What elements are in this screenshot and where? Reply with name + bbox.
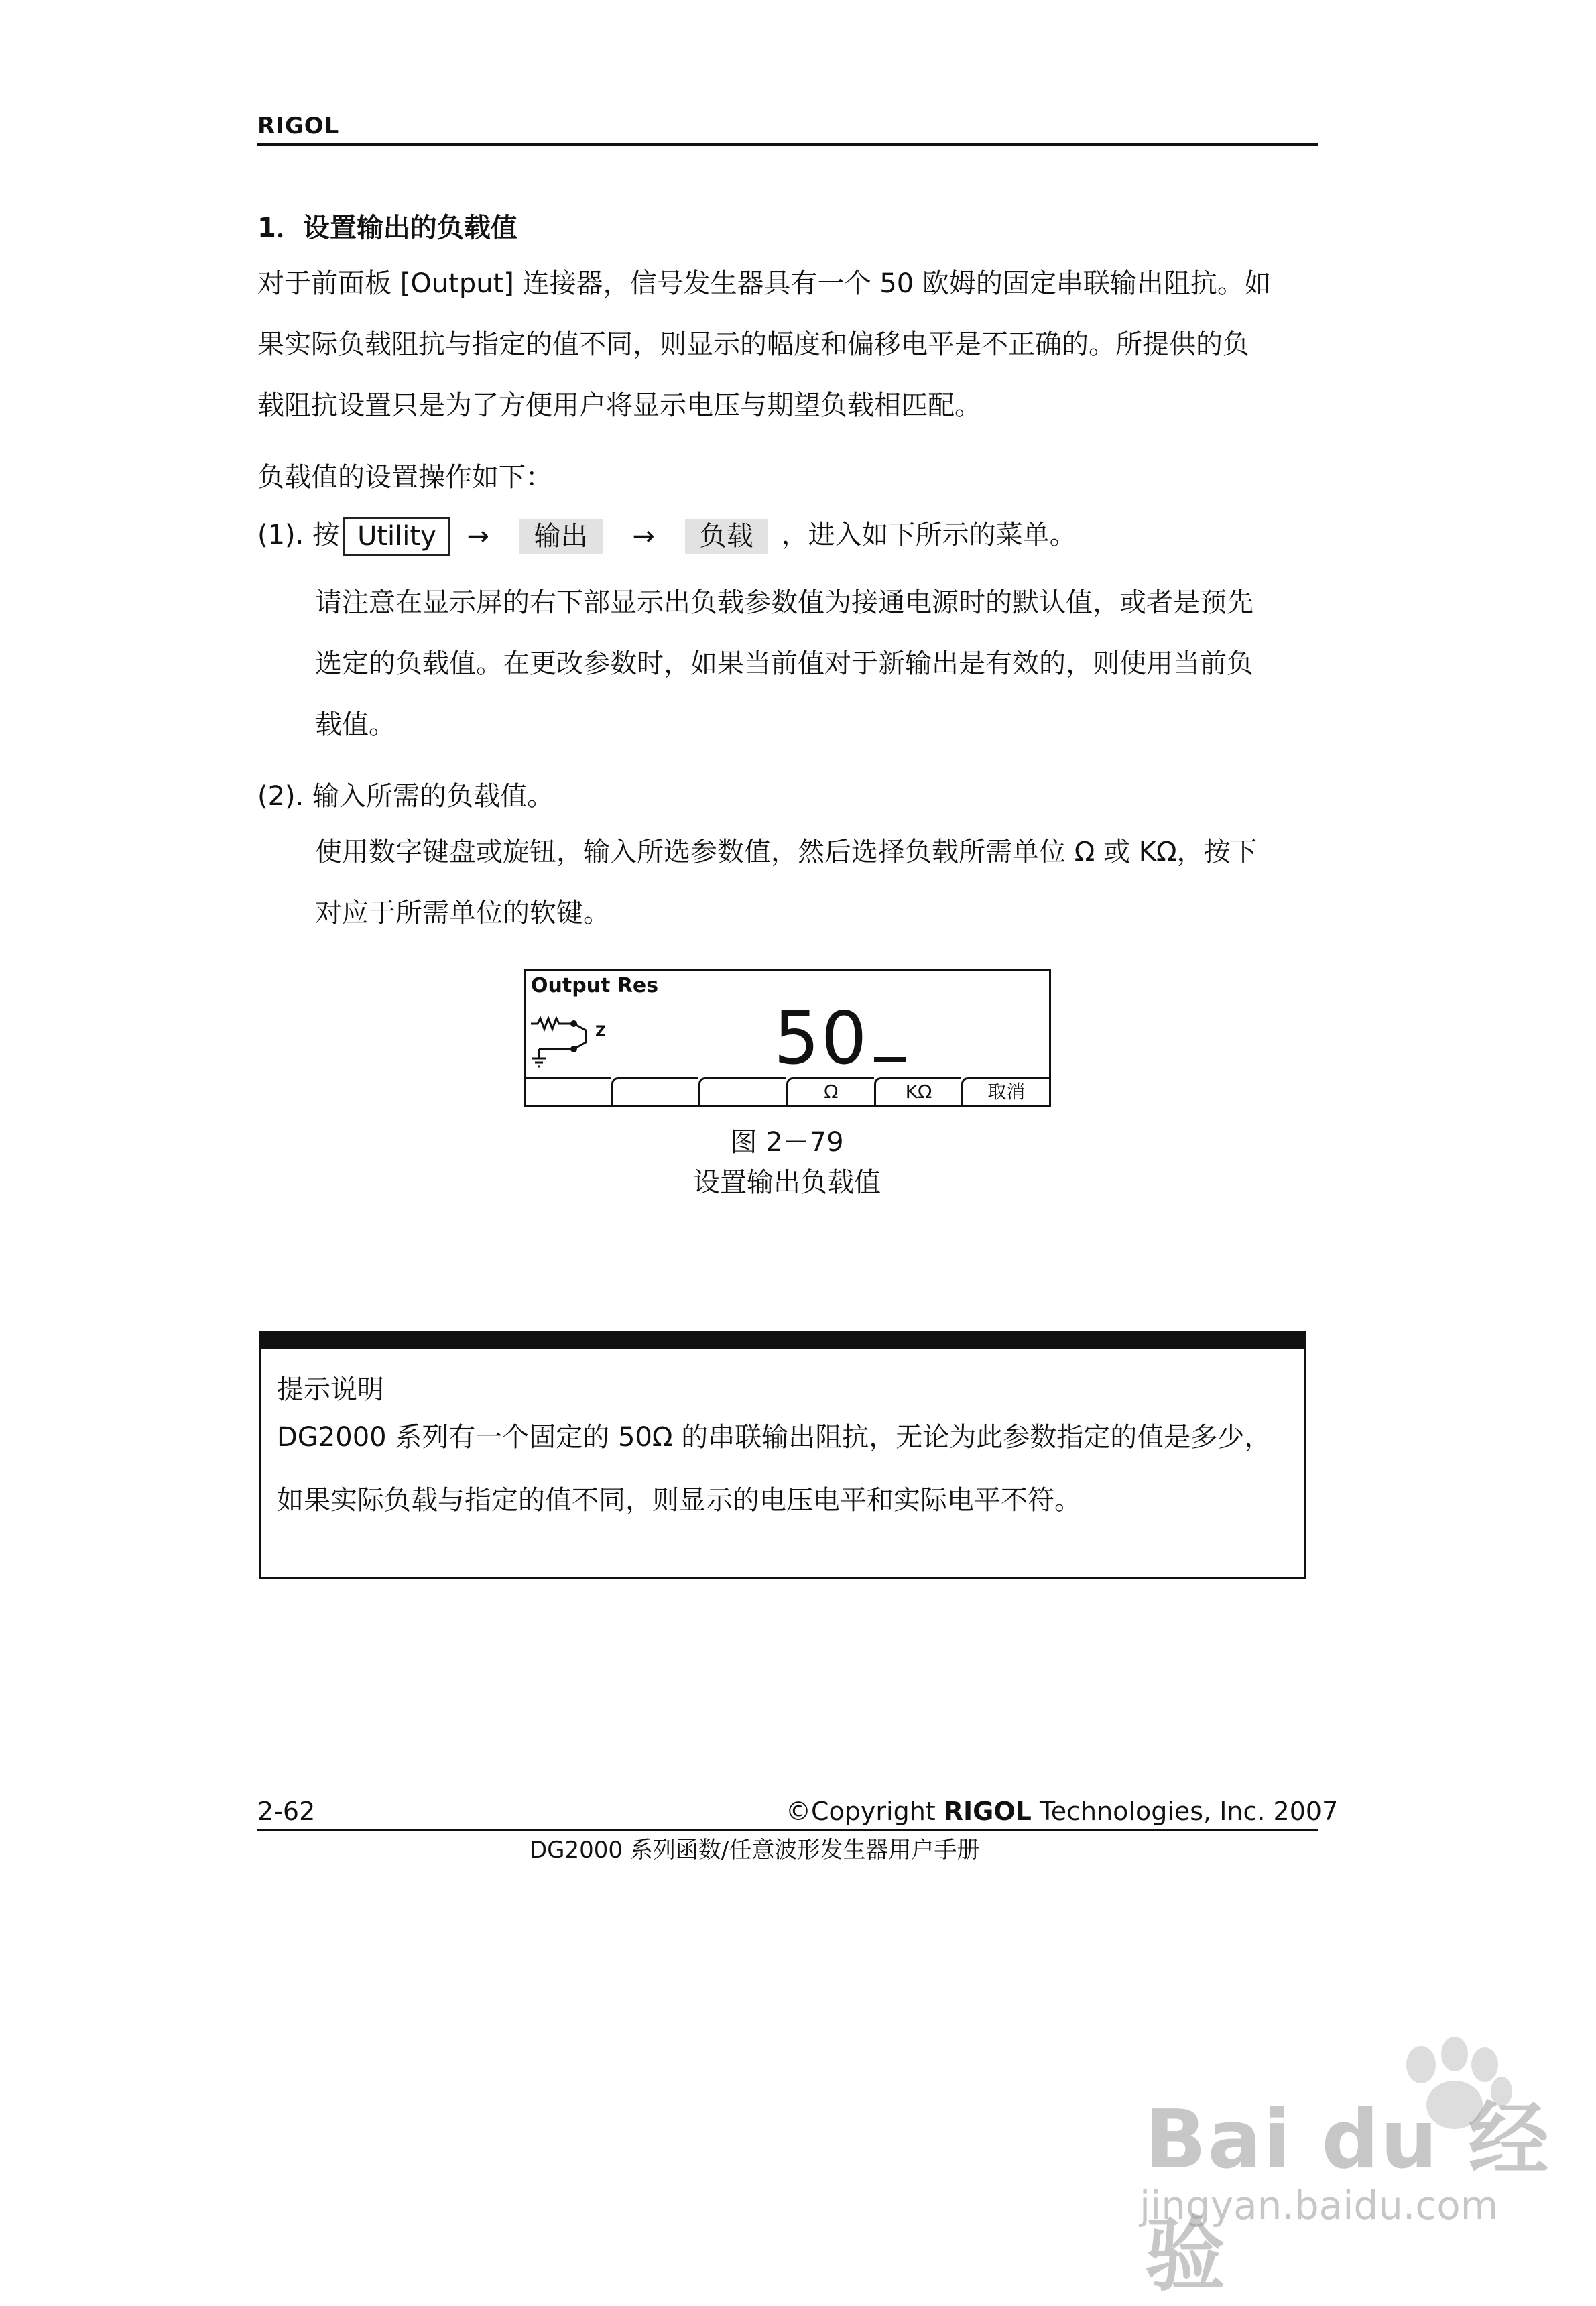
arrow-icon: → <box>467 521 489 552</box>
tip-title: 提示说明 <box>277 1374 384 1405</box>
lcd-softkey <box>698 1077 786 1105</box>
intro-line: 果实际负载阻抗与指定的值不同，则显示的幅度和偏移电平是不正确的。所提供的负 <box>257 329 1249 360</box>
watermark-brand: Bai du 经验 <box>1145 2093 1550 2302</box>
lcd-display <box>524 969 1051 1107</box>
softkey-load: 负载 <box>685 519 768 554</box>
section-title: 1．设置输出的负载值 <box>257 213 517 243</box>
figure-number: 图 2－79 <box>730 1127 844 1158</box>
step2-line: 使用数字键盘或旋钮，输入所选参数值，然后选择负载所需单位 Ω 或 KΩ，按下 <box>315 837 1257 867</box>
lcd-softkey-ohm: Ω <box>786 1077 874 1105</box>
softkey-output: 输出 <box>519 519 603 554</box>
lcd-value: 50 <box>774 997 869 1081</box>
intro-line: 对于前面板 [Output] 连接器，信号发生器具有一个 50 欧姆的固定串联输出阻抗。如 <box>257 268 1271 299</box>
step1-line <box>257 513 1077 556</box>
copyright-pre: ©Copyright <box>786 1797 944 1826</box>
watermark-url: jingyan.baidu.com <box>1140 2183 1499 2228</box>
intro-paragraph <box>257 253 1323 436</box>
header-rule <box>257 143 1318 146</box>
lcd-softkey <box>611 1077 699 1105</box>
resistor-icon <box>530 1010 597 1071</box>
arrow-icon: → <box>632 521 655 552</box>
lcd-softkey <box>526 1077 611 1105</box>
intro-line: 载阻抗设置只是为了方便用户将显示电压与期望负载相匹配。 <box>257 390 981 421</box>
tip-line: DG2000 系列有一个固定的 50Ω 的串联输出阻抗，无论为此参数指定的值是多少， <box>277 1422 1272 1453</box>
note-line: 载值。 <box>315 709 395 740</box>
lcd-cursor <box>874 1057 906 1062</box>
tip-body <box>277 1406 1289 1532</box>
utility-key: Utility <box>343 517 450 556</box>
step2-title: (2). 输入所需的负载值。 <box>257 781 554 812</box>
tip-box <box>259 1331 1306 1579</box>
copyright-brand: RIGOL <box>943 1797 1032 1826</box>
lcd-softkey-kohm: KΩ <box>874 1077 962 1105</box>
steps-heading: 负载值的设置操作如下： <box>257 462 552 493</box>
lcd-title: Output Res <box>531 974 659 997</box>
lcd-softkey-cancel: 取消 <box>961 1077 1049 1105</box>
lcd-z-label: Z <box>595 1024 606 1040</box>
lcd-softkey-bar <box>526 1077 1049 1105</box>
tip-bar <box>261 1333 1304 1349</box>
figure-caption: 设置输出负载值 <box>693 1167 881 1198</box>
step1-prefix: (1). 按 <box>257 520 340 550</box>
step2-body <box>315 822 1323 944</box>
note-line: 请注意在显示屏的右下部显示出负载参数值为接通电源时的默认值，或者是预先 <box>315 587 1253 618</box>
header-brand: RIGOL <box>257 113 340 139</box>
step2-line: 对应于所需单位的软键。 <box>315 898 610 928</box>
copyright <box>786 1797 1338 1826</box>
page-number: 2-62 <box>257 1797 316 1826</box>
tip-line: 如果实际负载与指定的值不同，则显示的电压电平和实际电平不符。 <box>277 1485 1081 1516</box>
step1-note <box>315 572 1323 755</box>
note-line: 选定的负载值。在更改参数时，如果当前值对于新输出是有效的，则使用当前负 <box>315 648 1253 679</box>
footer-subtitle: DG2000 系列函数/任意波形发生器用户手册 <box>530 1837 980 1864</box>
step1-suffix: ，进入如下所示的菜单。 <box>781 520 1077 550</box>
copyright-post: Technologies, Inc. 2007 <box>1031 1797 1339 1826</box>
